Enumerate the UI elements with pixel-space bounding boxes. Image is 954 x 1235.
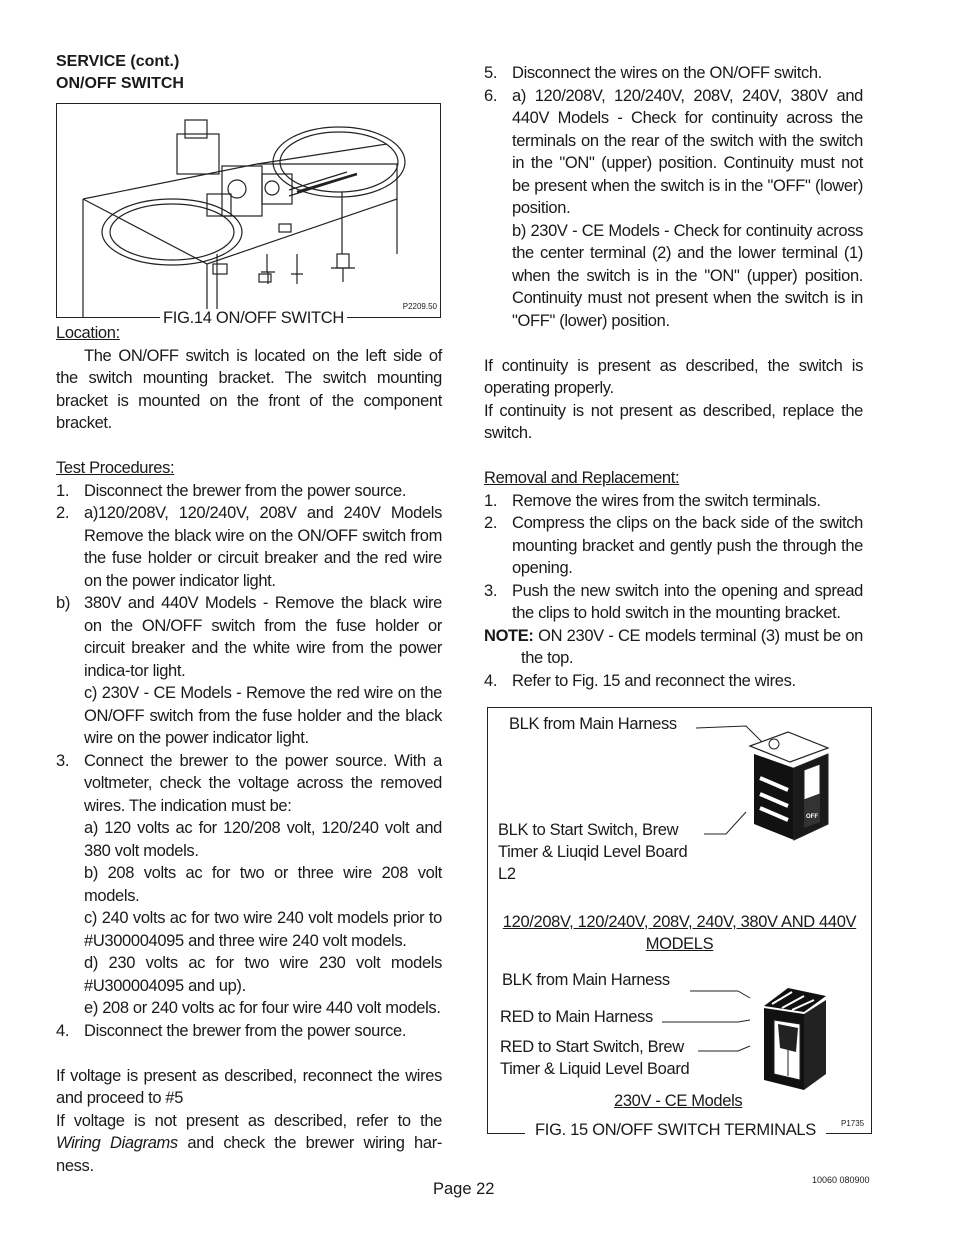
switch-on-marking: ON (806, 775, 817, 782)
test-step-5: 5. Disconnect the wires on the ON/OFF switch. (484, 64, 822, 82)
removal-step-1: 1. Remove the wires from the switch terminals. (484, 491, 821, 510)
test-step-2b: b) 380V and 440V Models - Remove the black wire on the ON/OFF switch from the fuse holder or circuit breaker and the white wire from the power indica-tor light. (56, 594, 442, 680)
figure-14-caption: FIG.14 ON/OFF SWITCH (160, 309, 347, 328)
label-red-to-start: RED to Start Switch, Brew Timer & Liquid Level Board (500, 1038, 690, 1078)
removal-step-3: 3. Push the new switch into the opening and spread the clips to hold switch in the mounting bracket. (484, 581, 863, 622)
rocker-switch-ce (764, 988, 826, 1090)
ce-models-heading: 230V - CE Models (614, 1092, 743, 1110)
figure-15-caption: FIG. 15 ON/OFF SWITCH TERMINALS (525, 1121, 826, 1140)
voltage-absent-text: If voltage is not present as described, refer to the Wiring Diagrams and check the brewer wiring har-ness. (56, 1111, 443, 1175)
models-heading: 120/208V, 120/240V, 208V, 240V, 380V AND 440V MODELS (502, 913, 857, 953)
left-column (56, 322, 442, 1177)
location-heading: Location: (56, 324, 120, 342)
document-code: 10060 080900 (812, 1175, 870, 1185)
voltage-present-text: If voltage is present as described, reconnect the wires and proceed to #5 (56, 1066, 442, 1107)
continuity-present-text: If continuity is present as described, the switch is operating properly. (484, 356, 863, 397)
page-number: Page 22 (433, 1180, 495, 1198)
section-header (56, 51, 184, 95)
removal-heading: Removal and Replacement: (484, 469, 680, 487)
test-step-3b: b) 208 volts ac for two or three wire 208 volt models. (84, 864, 442, 905)
test-step-6b: b) 230V - CE Models - Check for continuity across the center terminal (2) and the lower terminal (1) when the switch is in the "ON" (upper) position. Continuity must not present when the switch is in "OFF" (lower) position. (512, 221, 863, 330)
figure-14-frame (56, 103, 441, 318)
switch-terminals-drawing (488, 708, 871, 1133)
right-column (484, 62, 863, 692)
test-step-1: 1. Disconnect the brewer from the power source. (56, 481, 407, 500)
test-step-4: 4. Disconnect the brewer from the power source. (56, 1021, 407, 1040)
test-step-6a: 6. a) 120/208V, 120/240V, 208V, 240V, 380V and 440V Models - Check for continuity across the terminals on the rear of the switch with the switch in the "ON" (upper) position. Continuity must not be present when the switch is in the "OFF" (lower) position. (484, 86, 863, 217)
test-procedures-heading: Test Procedures: (56, 459, 175, 477)
removal-step-4: 4. Refer to Fig. 15 and reconnect the wires. (484, 671, 796, 690)
figure-14-part-number: P2209.50 (402, 302, 437, 311)
label-blk-from-main: BLK from Main Harness (509, 715, 677, 733)
test-step-3: 3. Connect the brewer to the power source. With a voltmeter, check the voltage across the removed wires. The indication must be: (56, 751, 442, 815)
location-text: The ON/OFF switch is located on the left side of the switch mounting bracket. The switch mounting bracket is mounted on the front of the component bracket. (56, 346, 442, 432)
wiring-diagrams-ref: Wiring Diagrams (56, 1134, 178, 1152)
removal-step-2: 2. Compress the clips on the back side of the switch mounting bracket and gently push the through the opening. (484, 514, 863, 577)
label-blk-to-start: BLK to Start Switch, Brew Timer & Liuqid Level Board L2 (498, 821, 688, 883)
test-step-2c: c) 230V - CE Models - Remove the red wire on the ON/OFF switch from the fuse holder and the black wire on the power indicator light. (84, 684, 442, 747)
test-step-3c: c) 240 volts ac for two wire 240 volt models prior to #U300004095 and three wire 240 volt models. (84, 909, 442, 950)
test-step-2a: 2. a)120/208V, 120/240V, 208V and 240V Models Remove the black wire on the ON/OFF switch from the fuse holder or circuit breaker and the red wire on the power indicator light. (56, 504, 442, 590)
brewer-illustration (57, 104, 440, 317)
test-step-3d: d) 230 volts ac for two wire 230 volt models #U300004095 and up). (84, 954, 442, 995)
test-step-3e: e) 208 or 240 volts ac for four wire 440 volt models. (84, 999, 441, 1017)
figure-15-part-number: P1735 (841, 1119, 865, 1128)
header-line1: SERVICE (cont.) (56, 53, 180, 70)
figure-15-frame (487, 707, 872, 1134)
continuity-absent-text: If continuity is not present as described, replace the switch. (484, 401, 863, 442)
label-blk-from-main-ce: BLK from Main Harness (502, 971, 670, 989)
header-line2: ON/OFF SWITCH (56, 75, 184, 92)
removal-note: NOTE: ON 230V - CE models terminal (3) must be on the top. (484, 626, 863, 667)
switch-off-marking: OFF (806, 814, 818, 820)
rocker-switch-top (750, 732, 828, 840)
test-step-3a: a) 120 volts ac for 120/208 volt, 120/240 volt and 380 volt models. (84, 819, 442, 860)
label-red-to-main: RED to Main Harness (500, 1008, 653, 1026)
